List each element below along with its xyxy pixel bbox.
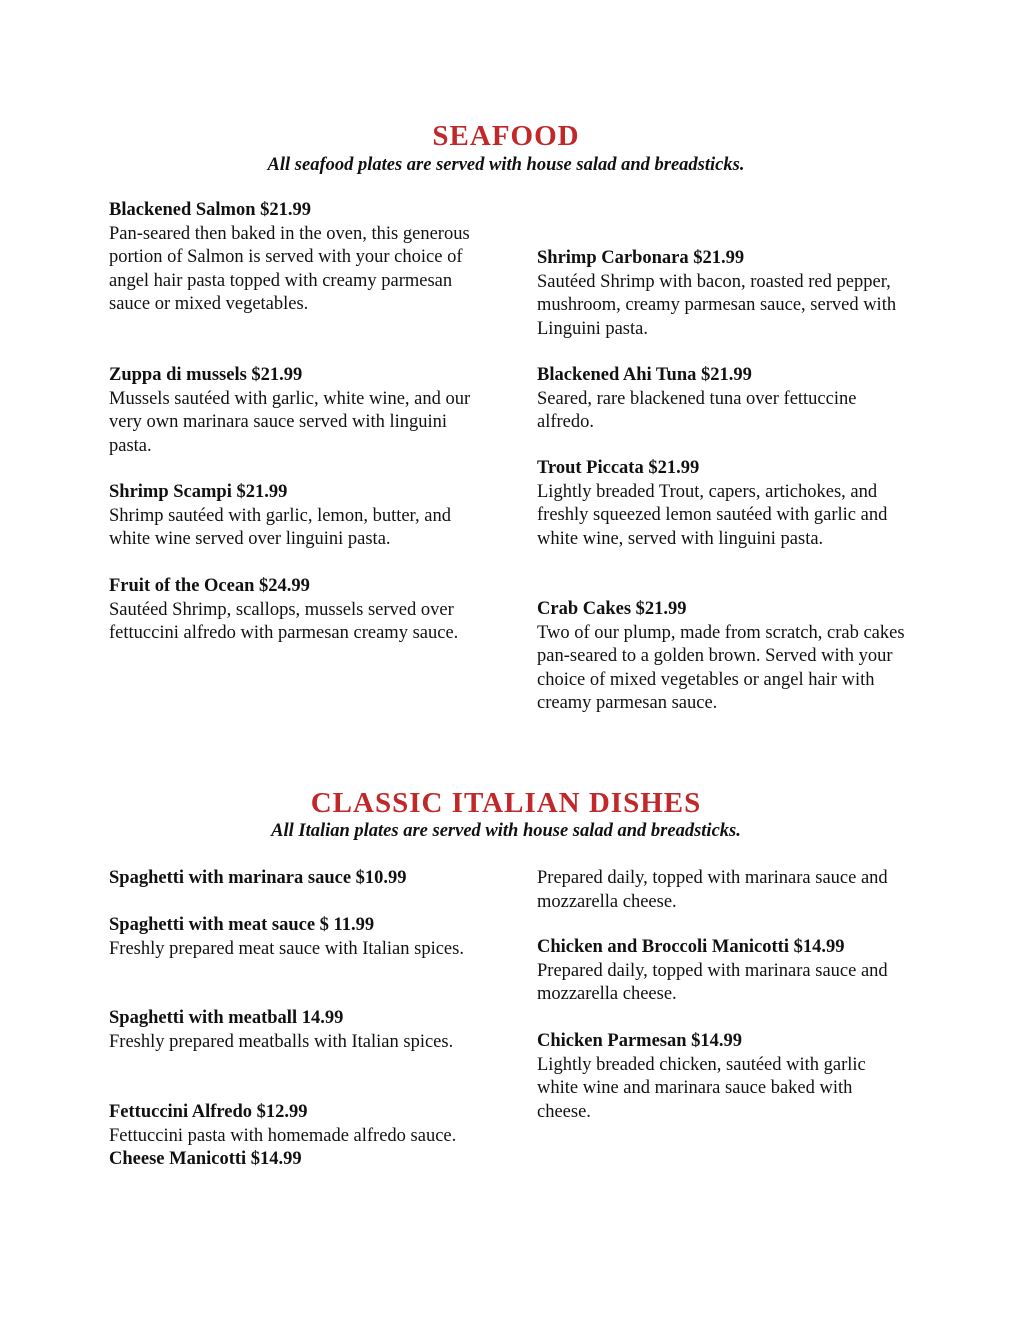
menu-item (109, 364, 481, 458)
item-name: Shrimp Scampi $21.99 (109, 482, 288, 502)
item-desc: Sautéed Shrimp, scallops, mussels served over fettuccini alfredo with parmesan creamy sauce. (109, 599, 459, 643)
italian-subtitle: All Italian plates are served with house salad and breadsticks. (271, 821, 741, 841)
item-desc: Prepared daily, topped with marinara sauce and mozzarella cheese. (537, 960, 888, 1004)
item-name: Crab Cakes $21.99 (537, 599, 687, 619)
menu-item (537, 867, 907, 914)
item-name: Blackened Ahi Tuna $21.99 (537, 365, 752, 385)
menu-item (109, 199, 481, 317)
item-name: Chicken and Broccoli Manicotti $14.99 (537, 937, 845, 957)
item-desc: Mussels sautéed with garlic, white wine, and our very own marinara sauce served with linguini pasta. (109, 388, 471, 456)
seafood-subtitle: All seafood plates are served with house salad and breadsticks. (267, 155, 745, 175)
menu-item (537, 364, 907, 435)
item-desc: Shrimp sautéed with garlic, lemon, butter, and white wine served over linguini pasta. (109, 505, 451, 549)
item-desc: Prepared daily, topped with marinara sauce and mozzarella cheese. (537, 868, 888, 912)
item-name: Blackened Salmon $21.99 (109, 200, 311, 220)
item-name: Fettuccini Alfredo $12.99 (109, 1102, 308, 1122)
menu-item (109, 914, 481, 961)
menu-item (537, 1030, 907, 1124)
item-desc: Freshly prepared meatballs with Italian spices. (109, 1031, 454, 1052)
menu-item (109, 1007, 481, 1054)
item-name: Zuppa di mussels $21.99 (109, 365, 303, 385)
menu-item (109, 481, 481, 552)
item-name: Spaghetti with meatball 14.99 (109, 1008, 344, 1028)
item-desc: Pan-seared then baked in the oven, this generous portion of Salmon is served with your choice of angel hair pasta topped with creamy parmesan sauce or mixed vegetables. (109, 223, 470, 314)
item-desc: Two of our plump, made from scratch, crab cakes pan-seared to a golden brown. Served with your choice of mixed vegetables or angel hair with creamy parmesan sauce. (537, 622, 905, 713)
item-name: Spaghetti with meat sauce $ 11.99 (109, 915, 375, 935)
item-name: Trout Piccata $21.99 (537, 458, 700, 478)
menu-item (109, 1101, 481, 1172)
item-name: Cheese Manicotti $14.99 (109, 1149, 302, 1169)
item-name: Spaghetti with marinara sauce $10.99 (109, 868, 407, 888)
menu-item (109, 867, 481, 891)
seafood-heading: SEAFOOD (432, 120, 580, 152)
item-desc: Lightly breaded chicken, sautéed with garlic white wine and marinara sauce baked with cheese. (537, 1054, 866, 1122)
menu-item (537, 936, 907, 1007)
menu-item (537, 457, 907, 551)
item-desc: Freshly prepared meat sauce with Italian spices. (109, 938, 464, 959)
item-desc: Sautéed Shrimp with bacon, roasted red pepper, mushroom, creamy parmesan sauce, served with Linguini pasta. (537, 271, 897, 339)
item-name: Fruit of the Ocean $24.99 (109, 576, 310, 596)
item-desc: Seared, rare blackened tuna over fettuccine alfredo. (537, 388, 857, 432)
item-name: Chicken Parmesan $14.99 (537, 1031, 743, 1051)
italian-heading: CLASSIC ITALIAN DISHES (310, 787, 702, 819)
menu-item (109, 575, 481, 646)
menu-item (537, 247, 907, 341)
item-desc: Fettuccini pasta with homemade alfredo sauce. (109, 1125, 457, 1146)
item-desc: Lightly breaded Trout, capers, artichokes, and freshly squeezed lemon sautéed with garlic and white wine, served with linguini pasta. (537, 481, 888, 549)
menu-item (537, 598, 907, 716)
item-name: Shrimp Carbonara $21.99 (537, 248, 745, 268)
